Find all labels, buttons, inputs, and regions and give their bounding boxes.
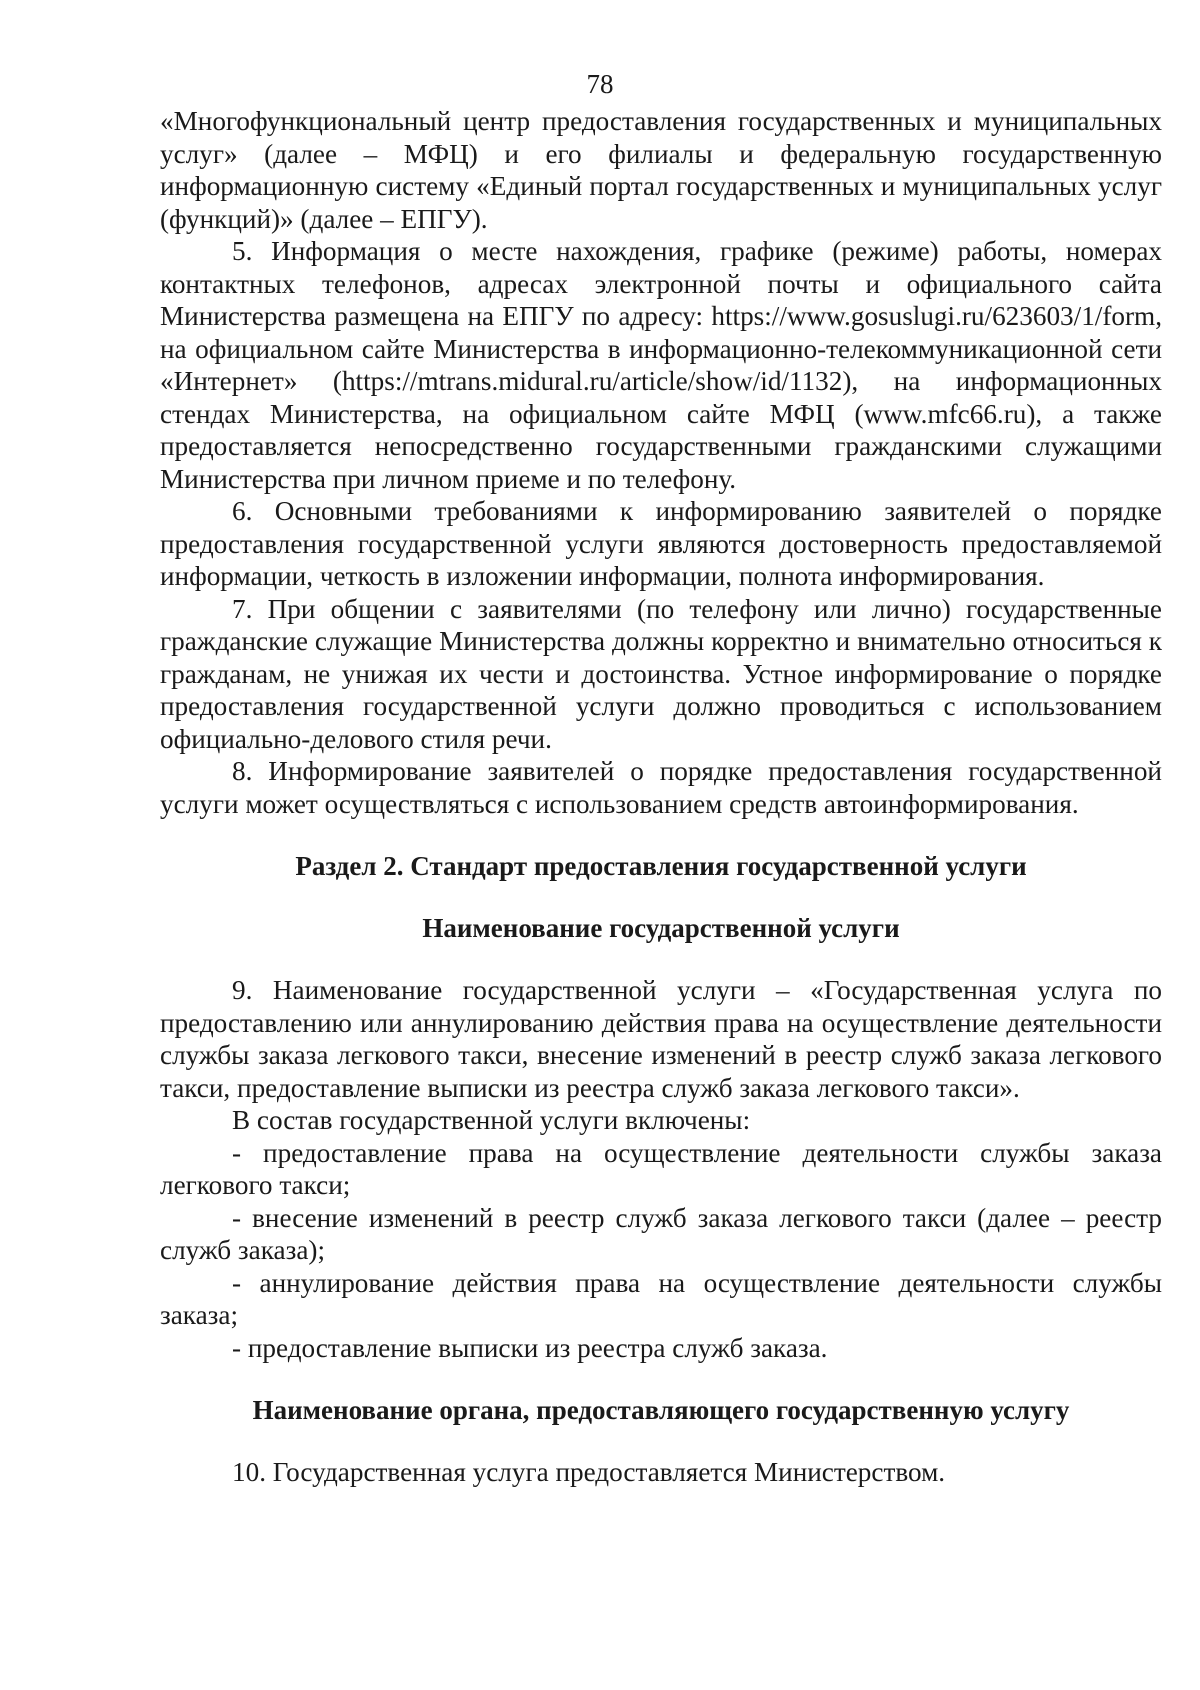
paragraph-8: 8. Информирование заявителей о порядке предоставления государственной услуги может осуществляться с использованием средств автоинформирования. — [160, 756, 1162, 819]
subsection-title-authority: Наименование органа, предоставляющего государственную услугу — [252, 1395, 1070, 1425]
subsection-title-service-name: Наименование государственной услуги — [422, 913, 900, 943]
section-title: Раздел 2. Стандарт предоставления государственной услуги — [295, 851, 1027, 881]
list-item: - предоставление права на осуществление деятельности службы заказа легкового такси; — [160, 1137, 1162, 1200]
list-item: - предоставление выписки из реестра служб заказа. — [232, 1332, 828, 1363]
list-item: - аннулирование действия права на осуществление деятельности службы заказа; — [160, 1267, 1162, 1330]
paragraph-6: 6. Основными требованиями к информированию заявителей о порядке предоставления государственной услуги являются достоверность предоставляемой информации, четкость в изложении информации, полнота информирования. — [160, 496, 1162, 591]
paragraph-continuation: «Многофункциональный центр предоставления государственных и муниципальных услуг» (далее – МФЦ) и его филиалы и федеральную государственную информационную систему «Единый портал государственных и муниципальных услуг (функций)» (далее – ЕПГУ). — [160, 106, 1162, 234]
page-number: 78 — [586, 69, 614, 99]
list-item: - внесение изменений в реестр служб заказа легкового такси (далее – реестр служб заказа); — [160, 1202, 1162, 1265]
paragraph-composition-intro: В состав государственной услуги включены: — [232, 1105, 751, 1135]
document-body — [160, 105, 1162, 1489]
paragraph-7: 7. При общении с заявителями (по телефону или лично) государственные гражданские служащие Министерства должны корректно и внимательно относиться к гражданам, не унижая их чести и достоинства. Устное информирование о порядке предоставления государственной услуги должно проводиться с использованием официально-делового стиля речи. — [160, 593, 1162, 754]
paragraph-10: 10. Государственная услуга предоставляется Министерством. — [232, 1457, 946, 1487]
paragraph-9: 9. Наименование государственной услуги – «Государственная услуга по предоставлению или аннулированию действия права на осуществление деятельности службы заказа легкового такси, внесение изменений в реестр служб заказа легкового такси, предоставление выписки из реестра служб заказа легкового такси». — [160, 975, 1162, 1103]
paragraph-5: 5. Информация о месте нахождения, графике (режиме) работы, номерах контактных телефонов, адресах электронной почты и официального сайта Министерства размещена на ЕПГУ по адресу: https://www.gosuslugi.ru/623603/1/form, на официальном сайте Министерства в информационно-телекоммуникационной сети «Интернет» (https://mtrans.midural.ru/article/show/id/1132), на информационных стендах Министерства, на официальном сайте МФЦ (www.mfc66.ru), а также предоставляется непосредственно государственными гражданскими служащими Министерства при личном приеме и по телефону. — [160, 236, 1162, 494]
